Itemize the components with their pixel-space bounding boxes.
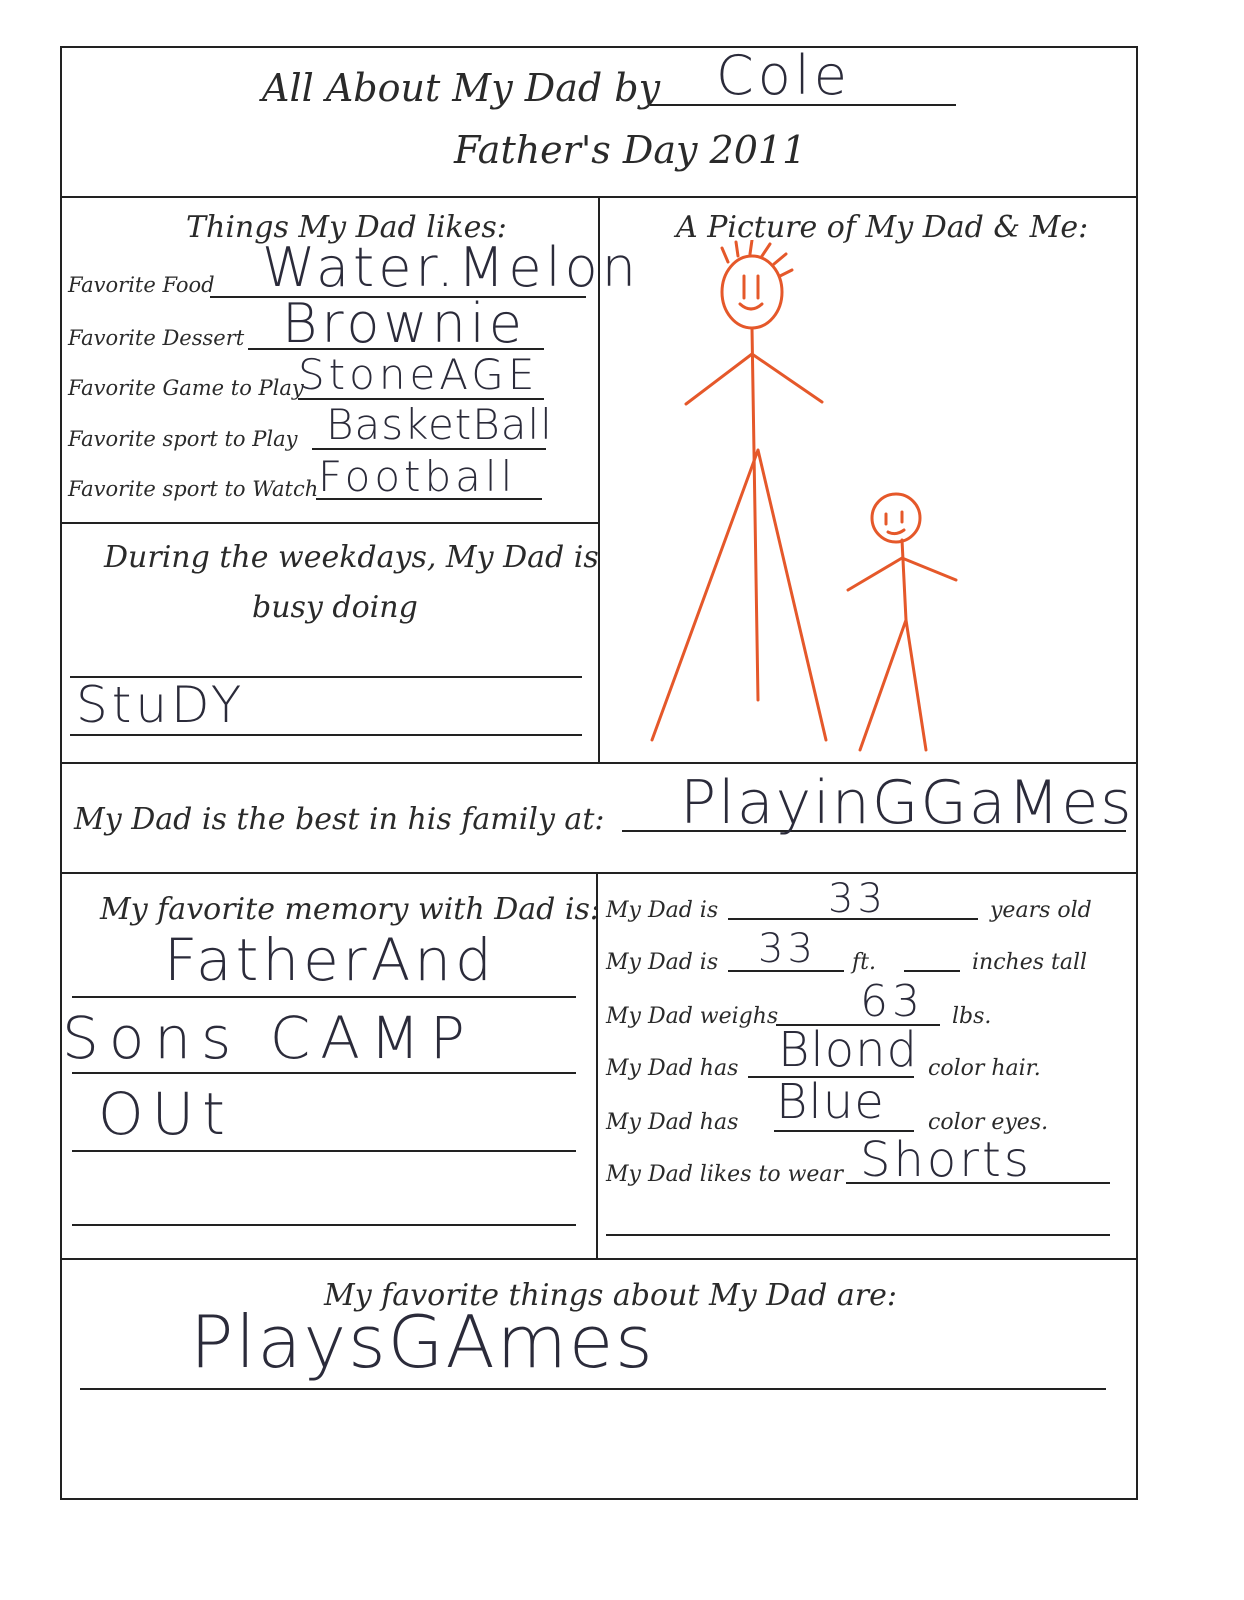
dad-legs	[652, 450, 826, 740]
author-name: Cole	[716, 44, 851, 107]
stats-height-prefix: My Dad is	[606, 950, 719, 975]
likes-label-sport-play: Favorite sport to Play	[68, 427, 298, 451]
picture-heading: A Picture of My Dad & Me:	[676, 210, 1089, 245]
stats-hair-prefix: My Dad has	[606, 1056, 739, 1081]
likes-answer-sport-watch: Football	[318, 452, 517, 501]
divider-middle-top	[60, 762, 1138, 764]
me-face	[886, 512, 904, 534]
likes-heading: Things My Dad likes:	[186, 210, 507, 245]
stats-weight-value: 63	[860, 976, 924, 1027]
likes-label-food: Favorite Food	[68, 273, 215, 297]
me-body	[902, 540, 906, 620]
stats-wear-value: Shorts	[860, 1132, 1032, 1188]
memory-line-2-text: Sons CAMP	[62, 1004, 475, 1072]
favorites-line	[80, 1388, 1106, 1390]
memory-line-2	[72, 1072, 576, 1074]
divider-likes	[60, 522, 600, 524]
stats-weight-suffix: lbs.	[952, 1004, 992, 1029]
memory-line-1-text: FatherAnd	[164, 926, 496, 994]
likes-answer-game: StoneAGE	[298, 350, 539, 399]
likes-answer-sport-play: BasketBall	[326, 400, 553, 449]
stats-wear-prefix: My Dad likes to wear	[606, 1162, 844, 1187]
stats-eyes-value: Blue	[776, 1074, 885, 1130]
worksheet-title: All About My Dad by	[262, 66, 661, 110]
stats-height-ft-value: 33	[758, 926, 817, 972]
divider-bottom	[60, 1258, 1138, 1260]
likes-label-dessert: Favorite Dessert	[68, 326, 245, 350]
dad-head	[722, 256, 782, 328]
likes-label-sport-watch: Favorite sport to Watch	[68, 477, 319, 501]
dad-and-me-drawing	[640, 240, 980, 760]
stats-eyes-suffix: color eyes.	[928, 1110, 1049, 1135]
divider-vertical-bottom	[596, 872, 598, 1258]
weekdays-line-2	[70, 734, 582, 736]
stats-hair-suffix: color hair.	[928, 1056, 1041, 1081]
memory-line-3-text: OUt	[98, 1080, 233, 1148]
stats-hair-value: Blond	[778, 1022, 919, 1078]
best-answer: PlayinGGaMes	[680, 768, 1134, 838]
stats-age-suffix: years old	[990, 898, 1092, 923]
memory-line-4	[72, 1224, 576, 1226]
divider-middle-bottom	[60, 872, 1138, 874]
weekdays-prompt-line1: During the weekdays, My Dad is	[104, 540, 599, 575]
favorites-prompt: My favorite things about My Dad are:	[324, 1278, 897, 1313]
likes-answer-dessert: Brownie	[282, 292, 527, 355]
likes-answer-food: Water.Melon	[262, 236, 640, 299]
stats-height-in-line	[904, 970, 960, 972]
favorites-answer: PlaysGAmes	[190, 1300, 655, 1384]
me-legs	[860, 620, 926, 750]
weekdays-prompt-line2: busy doing	[252, 590, 418, 625]
weekdays-answer: StuDY	[76, 676, 246, 734]
dad-body	[752, 328, 758, 700]
stats-eyes-prefix: My Dad has	[606, 1110, 739, 1135]
stats-age-value: 33	[828, 876, 887, 922]
dad-face	[740, 276, 762, 309]
worksheet-subtitle: Father's Day 2011	[454, 128, 807, 172]
memory-line-3	[72, 1150, 576, 1152]
stats-weight-prefix: My Dad weighs	[606, 1004, 779, 1029]
memory-prompt: My favorite memory with Dad is:	[100, 892, 600, 927]
likes-label-game: Favorite Game to Play	[68, 376, 304, 400]
memory-line-1	[72, 996, 576, 998]
stats-ft-label: ft.	[852, 950, 876, 975]
stats-in-label: inches tall	[972, 950, 1088, 975]
best-prompt: My Dad is the best in his family at:	[74, 802, 605, 837]
dad-hair	[722, 240, 792, 276]
stats-extra-line	[606, 1234, 1110, 1236]
stats-age-prefix: My Dad is	[606, 898, 719, 923]
